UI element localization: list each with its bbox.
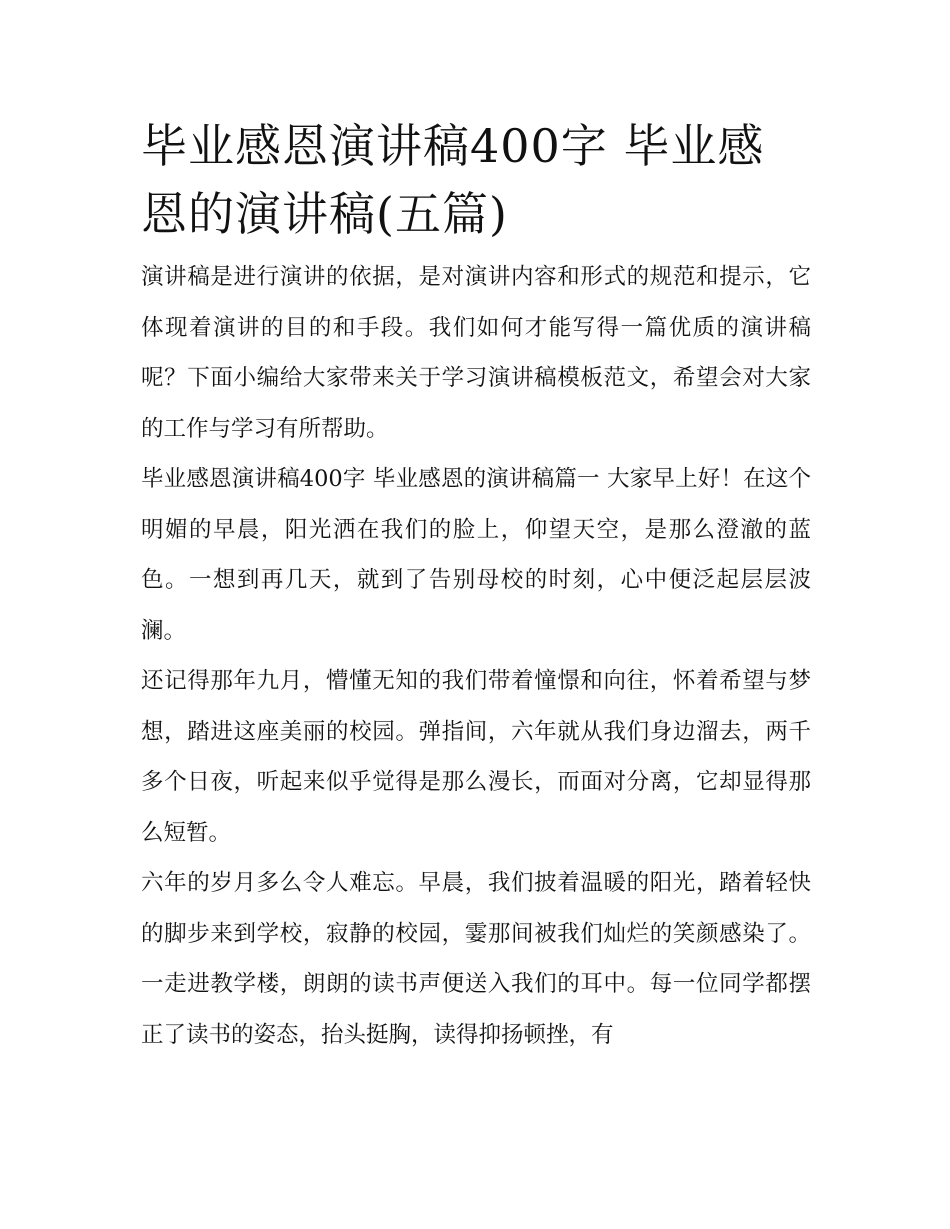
intro-paragraph: 演讲稿是进行演讲的依据，是对演讲内容和形式的规范和提示，它体现着演讲的目的和手段。我们如何才能写得一篇优质的演讲稿呢？下面小编给大家带来关于学习演讲稿模板范文，希望会对大家的工作与学习有所帮助。 bbox=[141, 264, 811, 442]
body-paragraph-2: 还记得那年九月，懵懂无知的我们带着憧憬和向往，怀着希望与梦想，踏进这座美丽的校园。弹指间，六年就从我们身边溜去，两千多个日夜，听起来似乎觉得是那么漫长，而面对分离，它却显得那么短暂。 bbox=[141, 668, 811, 846]
body-paragraph-1: 毕业感恩演讲稿400字 毕业感恩的演讲稿篇一 大家早上好！在这个明媚的早晨，阳光洒在我们的脸上，仰望天空，是那么澄澈的蓝色。一想到再几天，就到了告别母校的时刻，心中便泛起层层波澜。 bbox=[141, 466, 811, 644]
body-paragraph-3: 六年的岁月多么令人难忘。早晨，我们披着温暖的阳光，踏着轻快的脚步来到学校，寂静的校园，霎那间被我们灿烂的笑颜感染了。一走进教学楼，朗朗的读书声便送入我们的耳中。每一位同学都摆正了读书的姿态，抬头挺胸，读得抑扬顿挫，有 bbox=[141, 870, 811, 1048]
document-title: 毕业感恩演讲稿400字 毕业感恩的演讲稿(五篇) bbox=[141, 119, 765, 241]
document-page bbox=[141, 112, 811, 1060]
